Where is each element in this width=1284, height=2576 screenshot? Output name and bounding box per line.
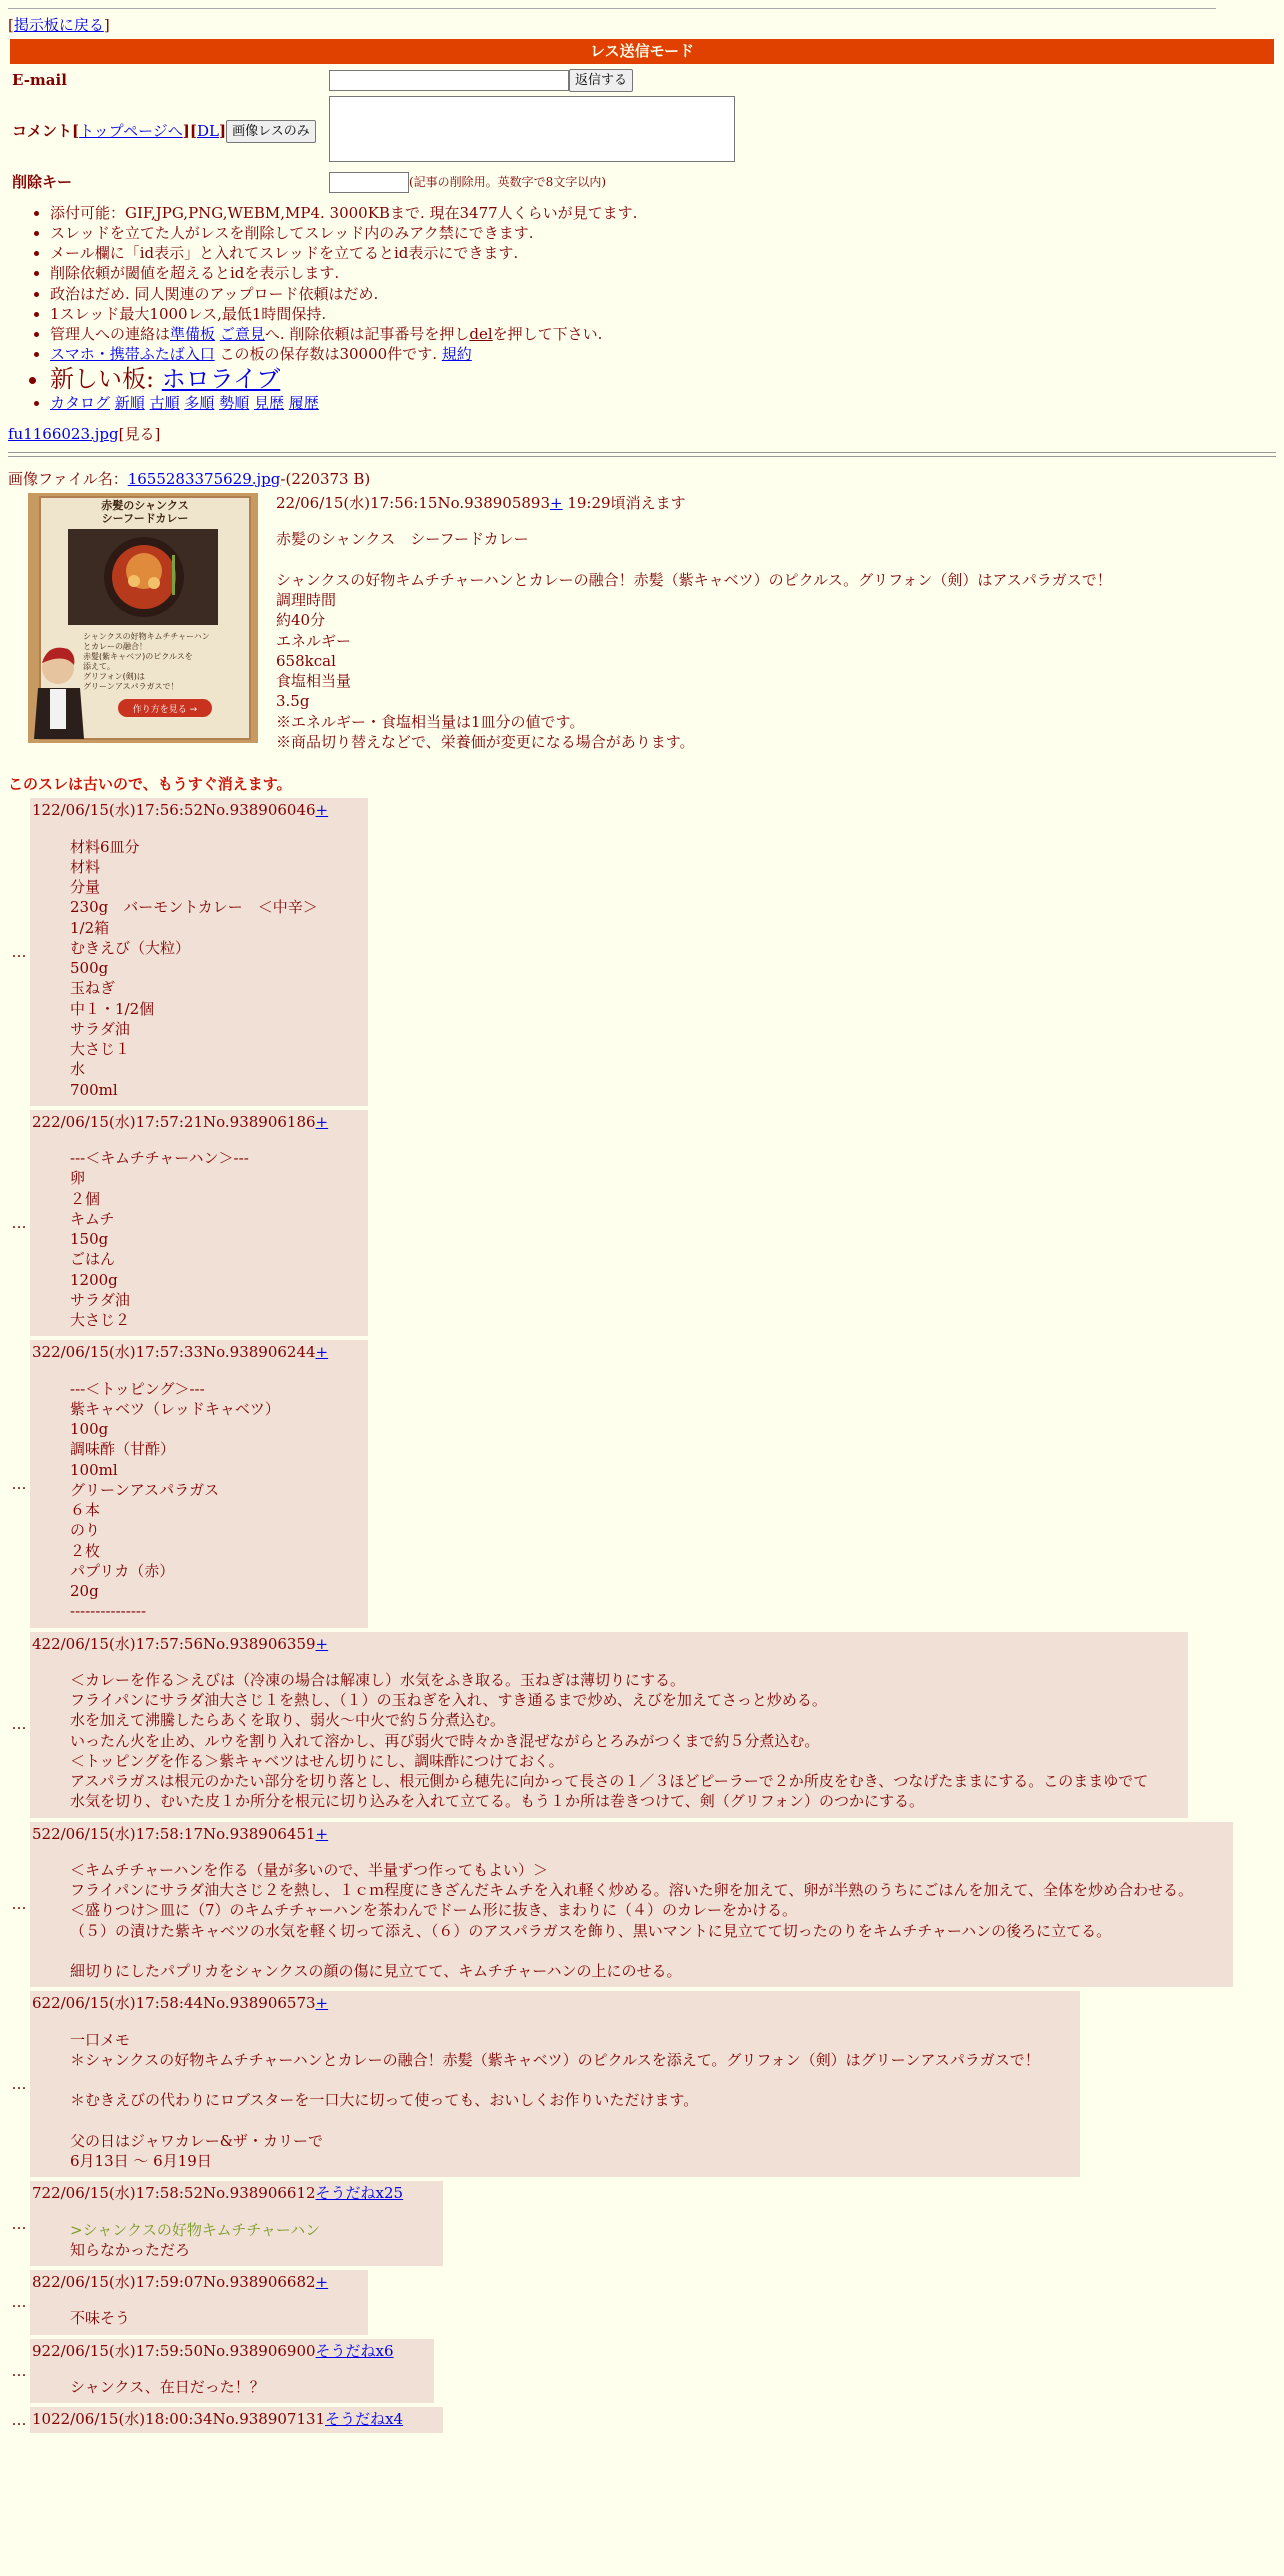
svg-text:添えて。: 添えて。 [83,662,115,672]
rule-item: • 1スレッド最大1000レス,最低1時間保持. [50,304,1276,324]
reply-post [30,798,368,1106]
reply-line [70,1941,1193,1961]
del-word: del [469,325,493,344]
dl-link[interactable]: DL [196,121,219,140]
reply-post [30,2181,443,2266]
delete-request-suffix: を押して下さい. [492,325,603,344]
reply-row [8,1340,1276,1627]
delete-key-field[interactable] [329,172,409,193]
reply-meta: 222/06/15(水)17:57:21No.938906186 [32,1112,316,1131]
reply-line: 1/2箱 [70,918,110,937]
view-history-link[interactable]: 見歴 [253,394,284,413]
reply-line: 水 [70,1060,86,1079]
reply-line: フライパンにサラダ油大さじ１を熱し、（１）の玉ねぎを入れ、すき通るまで炒め、えびを加えてさっと炒める。 [70,1691,827,1710]
rule-item: • 削除依頼が閾値を超えるとidを表示します. [50,263,1276,283]
reply-line: 150g [70,1230,109,1249]
svg-text:グリーンアスパラガスで！: グリーンアスパラガスで！ [83,682,179,692]
back-to-board-link[interactable]: 掲示板に戻る [13,16,104,34]
reply-line: のり [70,1521,101,1540]
comment-label: コメント [12,121,73,140]
reply-line: 大さじ１ [70,1040,131,1059]
thread-image-file-link[interactable]: 1655283375629.jpg [127,469,281,488]
reply-line: --------------- [70,1602,147,1621]
reply-menu-dots[interactable]: … [11,1715,27,1734]
reply-line: 500g [70,959,109,978]
reply-row [8,2339,1276,2404]
reply-line [70,2070,1040,2090]
rule-item: • メール欄に「id表示」と入れてスレッドを立てるとid表示にできます. [50,243,1276,263]
uploaded-image-link[interactable]: fu1166023.jpg [8,424,119,443]
reply-header [32,1824,1193,1844]
top-page-link[interactable]: トップページへ [79,121,183,140]
reply-line: 100g [70,1420,109,1439]
reply-meta: 922/06/15(水)17:59:50No.938906900 [32,2341,316,2360]
reply-meta: 1022/06/15(水)18:00:34No.938907131 [32,2410,326,2429]
reply-menu-dots[interactable]: … [11,2214,27,2233]
reply-row [8,1110,1276,1337]
post-meta: 22/06/15(水)17:56:15No.938905893 [276,494,550,513]
sort-many-link[interactable]: 多順 [184,394,215,413]
old-thread-warning: このスレは古いので、もうすぐ消えます。 [8,775,292,794]
reply-post [30,1991,1080,2177]
reply-menu-dots[interactable]: … [11,2361,27,2380]
reply-body [70,1670,1148,1812]
reply-line: ---＜トッピング＞--- [70,1379,205,1398]
email-label: E-mail [12,71,67,90]
rule-item-mobile [50,344,1276,364]
reply-line: 230g バーモントカレー ＜中辛＞ [70,898,318,917]
soudane-link[interactable]: そうだねx6 [315,2341,394,2360]
delete-key-note: (記事の削除用。英数字で8文字以内) [409,175,606,190]
reply-post [30,1822,1233,1988]
reply-line: アスパラガスは根元のかたい部分を切り落とし、根元側から穂先に向かって長さの１／３ほどピーラーで２か所皮をむき、つなげたままにする。このままゆでて [70,1772,1149,1791]
reply-row [8,1991,1276,2177]
reply-line: キムチ [70,1209,115,1228]
reply-body [70,2308,328,2328]
reply-row [8,798,1276,1106]
reply-line: ごはん [70,1250,116,1269]
email-field[interactable] [329,70,569,91]
plus-link[interactable]: + [315,2273,329,2292]
plus-link[interactable]: + [315,801,329,820]
comment-textarea[interactable] [329,96,735,162]
reply-line: 1200g [70,1270,118,1289]
reply-line: ＜盛りつけ＞皿に（7）のキムチチャーハンを茶わんでドーム形に抜き、まわりに（４）のカレーをかける。 [70,1901,797,1920]
plus-link[interactable]: + [315,1824,329,1843]
new-board-item [50,365,1276,394]
storage-count-text: この板の保存数は30000件です. [214,345,437,364]
reply-line: 中１・1/2個 [70,999,155,1018]
reply-line: パプリカ（赤） [70,1561,175,1580]
reply-header [32,2409,403,2429]
reply-list [8,798,1276,2433]
reply-line: むきえび（大粒） [70,938,191,957]
plus-link[interactable]: + [315,1634,329,1653]
reply-header [32,1112,328,1132]
rule-item: • 添付可能：GIF,JPG,PNG,WEBM,MP4. 3000KBまで. 現在3477人くらいが見てます. [50,203,1276,223]
reply-line: 700ml [70,1080,118,1099]
expire-time: 19:29頃消えます [562,494,686,513]
rule-item: • スレッドを立てた人がレスを削除してスレッド内のみアク禁にできます. [50,223,1276,243]
op-body-text [276,529,1112,752]
reply-line: 20g [70,1582,99,1601]
reply-line: ---＜キムチチャーハン＞--- [70,1149,249,1168]
delete-key-label: 削除キー [12,173,73,192]
op-line: 食塩相当量 [276,672,352,691]
delete-request-text: へ. 削除依頼は記事番号を押し [264,325,470,344]
plus-link[interactable]: + [315,1343,329,1362]
reply-line: サラダ油 [70,1290,130,1309]
op-header [276,493,1112,513]
reply-line: （５）の漬けた紫キャベツの水気を軽く切って添え、（６）のアスパラガスを飾り、黒いマントに見立てて切ったのりをキムチチャーハンの後ろに立てる。 [70,1921,1112,1940]
sort-old-link[interactable]: 古順 [149,394,180,413]
reply-menu-dots[interactable]: … [11,2411,27,2430]
op-line: 赤髪のシャンクス シーフードカレー [276,530,529,549]
reply-post [30,2270,368,2335]
op-line: シャンクスの好物キムチチャーハンとカレーの融合！赤髪（紫キャベツ）のピクルス。グリフォン（剣）はアスパラガスで！ [276,570,1112,589]
reply-line: 細切りにしたパプリカをシャンクスの顔の傷に見立てて、キムチチャーハンの上にのせる。 [70,1962,682,1981]
soudane-link[interactable]: そうだねx25 [315,2184,404,2203]
op-line: 約40分 [276,611,326,630]
reply-row [8,1822,1276,1988]
reply-line: シャンクス、在日だった！？ [70,2377,265,2396]
sort-new-link[interactable]: 新順 [114,394,145,413]
divider [8,456,1276,457]
op-line: 658kcal [276,651,336,670]
thread-thumbnail-image[interactable] [28,493,258,743]
svg-text:赤髪(紫キャベツ)のピクルスを: 赤髪(紫キャベツ)のピクルスを [83,652,193,662]
reply-row [8,2270,1276,2335]
plus-link[interactable]: + [550,494,563,513]
reply-body [70,837,328,1100]
op-content [276,493,1112,752]
reply-header [32,2272,328,2292]
catalog-nav [50,393,1276,413]
comment-label-cell: コメント[トップページへ][DL] 画像レスのみ [10,95,326,168]
reply-mode-banner: レス送信モード [10,39,1274,63]
mobile-entrance-link[interactable]: スマホ・携帯ふたば入口 [50,345,215,364]
reply-body [70,2030,1040,2172]
reply-line: 大さじ２ [70,1311,131,1330]
reply-line: ＊むきえびの代わりにロブスターを一口大に切って使っても、おいしくお作りいただけます。 [70,2091,699,2110]
reply-line: フライパンにサラダ油大さじ２を熱し、１ｃｍ程度にきざんだキムチを入れ軽く炒める。溶いた卵を加えて、卵が半熟のうちにごはんを加えて、全体を炒め合わせる。 [70,1881,1194,1900]
reply-line: グリーンアスパラガス [70,1480,220,1499]
op-line: エネルギー [276,631,352,650]
reply-header [32,1634,1148,1654]
plus-link[interactable]: + [315,1112,329,1131]
reply-line: 知らなかっただろ [70,2240,191,2259]
reply-line: 紫キャベツ（レッドキャベツ） [70,1399,280,1418]
new-board-label: 新しい板: [50,364,162,393]
svg-text:とカレーの融合！: とカレーの融合！ [83,642,147,652]
reply-header [32,1993,1040,2013]
reply-header [32,1342,328,1362]
reply-line: 6月13日 ～ 6月19日 [70,2152,212,2171]
op-line: ※エネルギー・食塩相当量は1皿分の値です。 [276,712,585,731]
reply-line: 分量 [70,878,101,897]
op-line [276,550,1112,570]
reply-meta: 422/06/15(水)17:57:56No.938906359 [32,1634,316,1653]
reply-meta: 722/06/15(水)17:58:52No.938906612 [32,2184,316,2203]
reply-menu-dots[interactable]: … [11,2075,27,2094]
top-divider [8,8,1216,9]
file-size: -(220373 B) [280,469,371,488]
op-line: ※商品切り替えなどで、栄養価が変更になる場合があります。 [276,732,695,751]
reply-meta: 822/06/15(水)17:59:07No.938906682 [32,2273,316,2292]
uploaded-image-row [8,424,1276,444]
reply-line: 水を加えて沸騰したらあくを取り、弱火～中火で約５分煮込む。 [70,1711,506,1730]
reply-meta: 522/06/15(水)17:58:17No.938906451 [32,1824,316,1843]
reply-row [8,2407,1276,2433]
reply-line: 卵 [70,1169,86,1188]
page [0,8,1284,2433]
reply-line: ６本 [70,1501,101,1520]
svg-text:赤髪のシャンクス: 赤髪のシャンクス [101,499,189,513]
reply-post [30,1110,368,1337]
reply-line: 水気を切り、むいた皮１か所分を根元に切り込みを入れて立てる。もう１か所は巻きつけて、剣（グリフォン）のつかにする。 [70,1792,924,1811]
reply-menu-dots[interactable]: … [11,1895,27,1914]
reply-line: 100ml [70,1460,118,1479]
reply-line: 玉ねぎ [70,979,116,998]
reply-post [30,1340,368,1627]
terms-link[interactable]: 規約 [441,345,472,364]
op-line: 調理時間 [276,591,337,610]
catalog-link[interactable]: カタログ [50,394,111,413]
svg-text:作り方を見る →: 作り方を見る → [132,705,198,716]
reply-row [8,1632,1276,1818]
new-board-link[interactable]: ホロライブ [161,364,281,393]
reply-line: 不味そう [70,2309,131,2328]
reply-line: 材料 [70,857,101,876]
svg-text:シーフードカレー: シーフードカレー [101,512,189,526]
reply-body [70,2220,403,2261]
reply-post [30,2339,434,2404]
reply-menu-dots[interactable]: … [11,1213,27,1232]
reply-body [70,1379,328,1622]
divider [8,452,1276,453]
prep-board-link[interactable]: 準備板 [170,325,216,344]
reply-line: 一口メモ [70,2030,131,2049]
reply-body [70,1860,1193,1982]
reply-body [70,2377,394,2397]
reply-form [8,66,738,197]
svg-text:シャンクスの好物キムチチャーハン: シャンクスの好物キムチチャーハン [83,632,210,642]
reply-line: ＊シャンクスの好物キムチチャーハンとカレーの融合！赤髪（紫キャベツ）のピクルスを添えて。グリフォン（剣）はグリーンアスパラガスで！ [70,2050,1040,2069]
reply-line [70,2111,1040,2131]
reply-meta: 622/06/15(水)17:58:44No.938906573 [32,1994,316,2013]
reply-line: ＜トッピングを作る＞紫キャベツはせん切りにし、調味酢につけておく。 [70,1751,564,1770]
rule-item: • 政治はだめ. 同人関連のアップロード依頼はだめ. [50,284,1276,304]
board-rules [8,203,1276,414]
reply-post [30,2407,443,2433]
reply-meta: 122/06/15(水)17:56:52No.938906046 [32,801,316,820]
image-only-button[interactable]: 画像レスのみ [226,120,316,144]
op-line: 3.5g [276,692,310,711]
file-label: 画像ファイル名： [8,469,128,488]
back-nav: [掲示板に戻る] [8,16,110,34]
reply-post [30,1632,1188,1818]
reply-line: 調味酢（甘酢） [70,1440,176,1459]
reply-line: いったん火を止め、ルウを割り入れて溶かし、再び弱火で時々かき混ぜながらとろみがつくまで約５分煮込む。 [70,1731,820,1750]
quote-text: >シャンクスの好物キムチチャーハン [70,2220,321,2239]
feedback-link[interactable]: ご意見 [219,325,265,344]
reply-row [8,2181,1276,2266]
submit-reply-button[interactable]: 返信する [569,69,633,93]
reply-line: 父の日はジャワカレー&ザ・カリーで [70,2131,324,2150]
history-link[interactable]: 履歴 [288,394,319,413]
reply-menu-dots[interactable]: … [11,942,27,961]
reply-header [32,2183,403,2203]
thread-file-info [8,469,1276,489]
admin-contact-text: 管理人への連絡は [50,325,171,344]
reply-line: ＜カレーを作る＞えびは（冷凍の場合は解凍し）水気をふき取る。玉ねぎは薄切りにする。 [70,1670,686,1689]
reply-line: ２枚 [70,1541,101,1560]
reply-header [32,800,328,820]
reply-line: ２個 [70,1189,101,1208]
plus-link[interactable]: + [315,1994,329,2013]
reply-meta: 322/06/15(水)17:57:33No.938906244 [32,1343,316,1362]
svg-text:グリフォン(剣)は: グリフォン(剣)は [83,672,145,682]
sort-momentum-link[interactable]: 勢順 [219,394,250,413]
reply-line: 材料6皿分 [70,837,140,856]
soudane-link[interactable]: そうだねx4 [325,2410,404,2429]
rule-item-admin [50,324,1276,344]
reply-body [70,1148,328,1330]
thread-op [8,493,1276,752]
reply-menu-dots[interactable]: … [11,1474,27,1493]
reply-line: ＜キムチチャーハンを作る（量が多いので、半量ずつ作ってもよい）＞ [70,1860,549,1879]
reply-header [32,2341,394,2361]
view-label: [見る] [118,424,161,443]
reply-line: サラダ油 [70,1019,130,1038]
reply-menu-dots[interactable]: … [11,2293,27,2312]
